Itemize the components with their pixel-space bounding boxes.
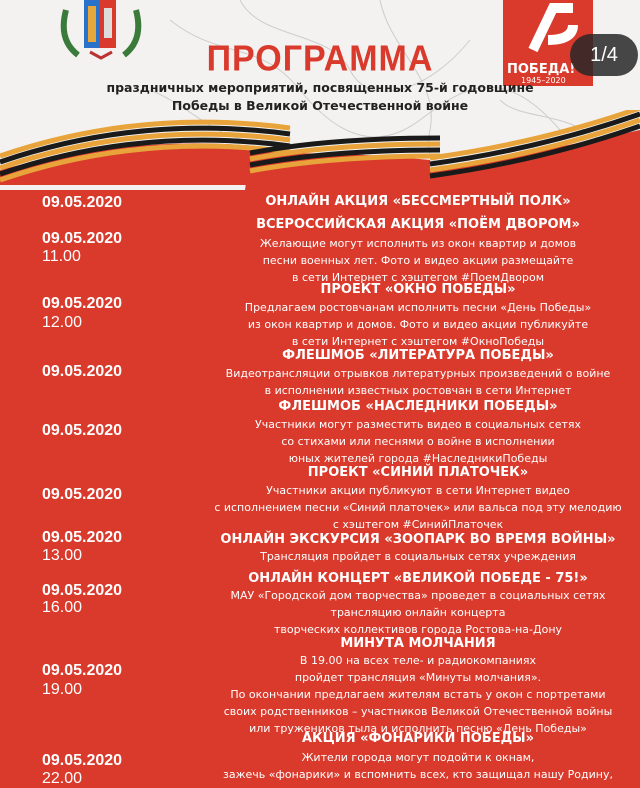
event-description-line: с исполнением песни «Синий платочек» или вальса под эту мелодию: [214, 501, 622, 514]
event-description-line: творческих коллективов города Ростова-на-Дону: [273, 623, 563, 636]
event-description-line: со стихами или песнями о войне в исполнении: [281, 435, 555, 448]
event-title: ФЛЕШМОБ «ЛИТЕРАТУРА ПОБЕДЫ»: [282, 348, 554, 363]
event-description-line: с хэштегом #СинийПлаточек: [332, 518, 504, 531]
event-time: 12.00: [42, 314, 83, 331]
event-description-line: своих родственников – участников Великой Отечественной войны: [223, 705, 613, 718]
event-time: 11.00: [42, 248, 81, 265]
event-title: ФЛЕШМОБ «НАСЛЕДНИКИ ПОБЕДЫ»: [278, 399, 558, 414]
page-title: ПРОГРАММА: [206, 39, 434, 79]
event-description-line: По окончании предлагаем жителям встать у окон с портретами: [230, 688, 606, 701]
logo-years: 1945–2020: [521, 76, 566, 85]
event-description-line: из окон квартир и домов. Фото и видео акции публикуйте: [247, 318, 589, 331]
event-time: 19.00: [42, 681, 83, 698]
st-george-ribbon: [0, 110, 640, 190]
event-title: ОНЛАЙН ЭКСКУРСИЯ «ЗООПАРК ВО ВРЕМЯ ВОЙНЫ»: [220, 532, 616, 547]
event-description-line: в сети Интернет с хэштегом #ПоемДвором: [291, 271, 545, 284]
event-description-line: В 19.00 на всех теле- и радиокомпаниях: [299, 654, 537, 667]
event-time: 13.00: [42, 547, 83, 564]
event-title: АКЦИЯ «ФОНАРИКИ ПОБЕДЫ»: [301, 731, 535, 746]
event-description-line: Жители города могут подойти к окнам,: [301, 751, 535, 764]
event-date: 09.05.2020: [42, 486, 123, 503]
event-description-line: пройдет трансляция «Минуты молчания».: [294, 671, 542, 684]
event-title: ОНЛАЙН АКЦИЯ «БЕССМЕРТНЫЙ ПОЛК»: [265, 194, 571, 209]
event-description-line: Участники акции публикуют в сети Интернет видео: [266, 484, 570, 497]
event-description-line: в сети Интернет с хэштегом #ОкноПобеды: [291, 335, 545, 348]
event-date: 09.05.2020: [42, 529, 123, 546]
event-time: 16.00: [42, 599, 83, 616]
event-description-line: песни военных лет. Фото и видео акции размещайте: [262, 254, 574, 267]
event-description-line: или тружеников тыла и исполнить песню «День Победы»: [249, 722, 587, 735]
event-description-line: Трансляция пройдет в социальных сетях учреждения: [260, 550, 576, 563]
event-title: ПРОЕКТ «ОКНО ПОБЕДЫ»: [320, 282, 516, 297]
event-description-line: Участники могут разместить видео в социальных сетях: [255, 418, 581, 431]
event-date: 09.05.2020: [42, 363, 123, 380]
logo-text: ПОБЕДА!: [507, 62, 576, 77]
image-counter-badge: 1/4: [570, 34, 638, 76]
subtitle-line-1: праздничных мероприятий, посвященных 75-й годовщине: [106, 80, 534, 95]
event-description-line: Желающие могут исполнить из окон квартир и домов: [259, 237, 577, 250]
event-date: 09.05.2020: [42, 662, 123, 679]
event-time: 22.00: [42, 770, 83, 787]
event-description-line: трансляцию онлайн концерта: [330, 606, 506, 619]
event-description-line: в исполнении известных ростовчан в сети Интернет: [264, 384, 572, 397]
event-description-line: Видеотрансляции отрывков литературных произведений о войне: [225, 367, 611, 380]
event-date: 09.05.2020: [42, 422, 123, 439]
event-title: ВСЕРОССИЙСКАЯ АКЦИЯ «ПОЁМ ДВОРОМ»: [256, 217, 580, 232]
event-date: 09.05.2020: [42, 295, 123, 312]
event-title: ОНЛАЙН КОНЦЕРТ «ВЕЛИКОЙ ПОБЕДЕ - 75!»: [248, 571, 588, 586]
event-date: 09.05.2020: [42, 230, 123, 247]
event-title: МИНУТА МОЛЧАНИЯ: [340, 636, 496, 651]
event-description-line: юных жителей города #НаследникиПобеды: [288, 452, 548, 465]
event-title: ПРОЕКТ «СИНИЙ ПЛАТОЧЕК»: [307, 465, 529, 480]
event-date: 09.05.2020: [42, 194, 123, 211]
event-description-line: зажечь «фонарики» и вспомнить всех, кто защищал нашу Родину,: [223, 768, 613, 781]
event-description-line: МАУ «Городской дом творчества» проведет в социальных сетях: [230, 589, 606, 602]
subtitle-line-2: Победы в Великой Отечественной войне: [171, 98, 469, 113]
event-date: 09.05.2020: [42, 582, 123, 599]
event-description-line: Предлагаем ростовчанам исполнить песни «День Победы»: [244, 301, 592, 314]
event-date: 09.05.2020: [42, 752, 123, 769]
